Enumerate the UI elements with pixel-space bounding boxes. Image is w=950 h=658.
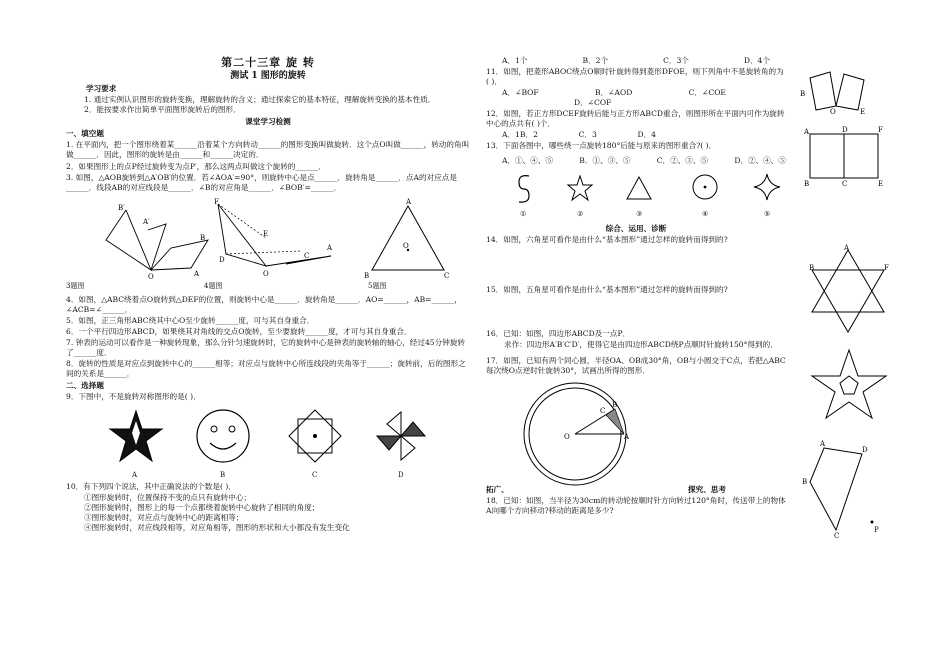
question-16: 16．已知：如图，四边形ABCD及一点P． — [486, 329, 631, 339]
q12-options — [486, 130, 786, 140]
question-4: 4．如图，△ABC绕着点O旋转到△DEF的位置，则旋转中心是______．旋转角是______．AO=______，AB=______，∠ACB=∠______． — [66, 294, 462, 314]
caption-fig4: 4题图 — [204, 281, 223, 290]
q9-label-a: A — [132, 470, 138, 479]
svg-text:A: A — [804, 128, 810, 136]
q10-option-c: C．3个 — [663, 56, 689, 65]
svg-text:O: O — [830, 108, 836, 116]
question-9: 9．下图中，不是旋转对称图形的是( )． — [66, 391, 201, 401]
question-11: 11．如图，把菱形ABOC绕点O顺时针旋转得到菱形DFOE，则下列角中不是旋转角的为( )． — [486, 67, 784, 87]
figure-3-triangles — [96, 200, 206, 281]
svg-text:A: A — [406, 197, 412, 206]
q11-option-b: B．∠AOD — [594, 88, 633, 98]
svg-text:D: D — [842, 126, 848, 134]
q11-option-a: A．∠BOF — [502, 88, 539, 98]
q9-smiley-figure — [194, 407, 252, 465]
q10-item-1: ①图形旋转时，位置保持不变的点只有旋转中心； — [84, 492, 252, 502]
section-application-header: 综合、运用、诊断 — [605, 224, 667, 234]
q10-options — [486, 56, 786, 66]
q9-pinwheel-figure — [372, 407, 430, 465]
right-column — [486, 56, 786, 517]
q11-rhombus-figure — [800, 66, 870, 114]
svg-text:A′: A′ — [143, 217, 150, 226]
requirement-2: 2．能按要求作出简单平面图形旋转后的图形． — [84, 105, 241, 115]
q13-option-c: C．②、③、⑤ — [656, 156, 709, 166]
figure-q17-area — [486, 377, 786, 485]
question-17: 17．如图，已知有两个同心圆，半径OA、OB成30°角，OB与小圆交于C点，若把△ABC每次绕O点逆时针旋转30°，试画出所得的图形． — [486, 356, 786, 376]
q15-pentagram-figure — [808, 346, 890, 424]
svg-text:B: B — [809, 264, 815, 272]
svg-text:A: A — [327, 243, 333, 252]
q13-option-d: D．②、④、⑤ — [734, 156, 786, 166]
q10-option-a: A．1个 — [502, 56, 528, 65]
q12-option-c: C．3 — [578, 130, 597, 140]
requirement-1: 1. 通过实例认识图形的旋转变换，理解旋转的含义；通过探索它的基本特征，理解旋转变换的基本性质． — [84, 95, 436, 105]
question-13: 13．下面各图中，哪些绕一点旋转180°后能与原来的图形重合?( )． — [486, 141, 717, 151]
q10-option-b: B．2个 — [582, 56, 609, 65]
q13-s-shape — [514, 172, 534, 206]
spacer-q14 — [486, 246, 786, 284]
section-fill-header: 一、填空题 — [66, 129, 104, 139]
q13-label-1: ① — [520, 210, 527, 219]
section-extension-left: 拓广、 — [486, 485, 509, 495]
q10-option-d: D．4个 — [743, 56, 770, 65]
question-12: 12．如图，若正方形DCEF旋转后能与正方形ABCD重合，则图形所在平面内可作为旋转中心的点共有( )个． — [486, 109, 785, 129]
q12-option-ab: A．1B．2 — [502, 130, 538, 140]
svg-text:B: B — [200, 233, 206, 242]
svg-text:C: C — [600, 407, 606, 416]
question-8: 8．旋转的性质是对应点到旋转中心的______相等；对应点与旋转中心所连线段的夹角等于______；旋转前，后的图形之间的关系是______． — [66, 358, 466, 378]
q13-label-5: ⑤ — [764, 210, 771, 219]
svg-text:F: F — [878, 126, 883, 134]
figures-3-5 — [66, 194, 470, 294]
section-extension-right: 探究、思考 — [688, 485, 726, 495]
q13-label-3: ③ — [636, 210, 643, 219]
q13-star-shape — [566, 174, 594, 202]
q10-item-3: ③图形旋转时，对应点与旋转中心的距离相等； — [84, 512, 244, 522]
q9-label-b: B — [220, 470, 226, 479]
svg-text:C: C — [842, 180, 848, 188]
test-subtitle: 测试 1 图形的旋转 — [230, 70, 306, 81]
svg-text:B: B — [802, 478, 808, 486]
q17-concentric-circles — [520, 379, 630, 485]
q11-option-c: C．∠COE — [688, 88, 726, 98]
section-choice-header: 二、选择题 — [66, 380, 104, 390]
spacer-q15 — [486, 296, 786, 328]
svg-text:F: F — [884, 264, 889, 272]
question-10: 10．有下列四个说法，其中正确说法的个数是( )． — [66, 481, 236, 491]
q12-option-d: D．4 — [637, 130, 656, 140]
q13-circle-shape — [690, 172, 720, 202]
q13-triangle-shape — [624, 174, 654, 202]
q13-label-4: ④ — [702, 210, 709, 219]
requirements-header: 学习要求 — [86, 84, 117, 94]
question-7: 7. 钟表的运动可以看作是一种旋转现象，那么分针匀速旋转时，它的旋转中心是钟表的旋转轴的轴心，经过45分钟旋转了______度． — [66, 337, 466, 357]
figure-4-triangles — [206, 196, 336, 276]
svg-text:B′: B′ — [118, 203, 125, 212]
q13-option-b: B．①、③、⑤ — [579, 156, 631, 166]
question-2: 2．如果图形上的点P经过旋转变为点P′，那么这两点叫做这个旋转的______． — [66, 161, 326, 171]
q14-hexagram-figure — [806, 246, 890, 336]
question-6: 6．一个平行四边形ABCD，如果绕其对角线的交点O旋转，至少要旋转______度，才可与其自身重合． — [66, 326, 412, 336]
q16-quadrilateral-figure — [802, 440, 892, 540]
svg-text:A: A — [194, 269, 200, 278]
svg-text:C: C — [444, 271, 450, 280]
svg-text:B: B — [364, 271, 370, 280]
svg-text:B: B — [804, 180, 810, 188]
figure-5-triangle — [364, 197, 456, 280]
question-1: 1. 在平面内，把一个图形绕着某______沿着某个方向转动______的图形变换叫做旋转．这个点O叫做______，转动的角叫做______．因此，图形的旋转是由______和______决定的． — [66, 140, 470, 160]
q9-star-figure — [106, 407, 166, 467]
question-16-task: 求作：四边形A′B′C′D′，使得它是由四边形ABCD绕P点顺时针旋转150°得到的． — [504, 340, 778, 350]
q12-squares-figure — [804, 126, 884, 186]
question-18: 18．已知：如图，当半径为30cm的转动轮按顺时针方向转过120°角时，传送带上的物体A向哪个方向移动?移动的距离是多少? — [486, 496, 786, 516]
caption-fig5: 5题图 — [368, 281, 387, 290]
section-extension-header — [486, 485, 786, 495]
q13-curved-star-shape — [752, 172, 782, 202]
q9-label-c: C — [312, 470, 318, 479]
q10-item-2: ②图形旋转时，图形上的每一个点都绕着旋转中心旋转了相同的角度； — [84, 502, 320, 512]
svg-text:O: O — [263, 269, 269, 278]
svg-text:F: F — [214, 197, 219, 206]
svg-text:A: A — [844, 244, 850, 252]
chapter-title: 第二十三章 旋 转 — [221, 56, 315, 69]
svg-text:C: C — [304, 251, 310, 260]
caption-fig3: 3题图 — [66, 281, 85, 290]
q13-option-a: A．①、④、⑤ — [502, 156, 554, 166]
q9-squares-figure — [286, 407, 344, 465]
svg-text:E: E — [878, 180, 884, 188]
q11-options-row1 — [486, 88, 786, 98]
svg-text:E: E — [860, 108, 866, 116]
left-column — [66, 56, 470, 533]
svg-text:B: B — [800, 90, 806, 98]
svg-text:A: A — [820, 440, 826, 448]
question-14: 14．如图，六角星可看作是由什么“基本图形”通过怎样的旋转而得到的? — [486, 235, 728, 245]
figures-q9 — [66, 403, 470, 481]
figures-q13 — [486, 166, 786, 222]
q13-options — [486, 152, 786, 166]
svg-text:D: D — [219, 255, 225, 264]
question-15: 15．如图，五角星可看作是由什么“基本图形”通过怎样的旋转而得到的? — [486, 285, 728, 295]
svg-text:O: O — [403, 241, 409, 250]
question-5: 5．如图，正三角形ABC绕其中心O至少旋转______度，可与其自身重合． — [66, 315, 315, 325]
question-3: 3. 如图，△AOB旋转到△A′OB′的位置．若∠AOA′=90°，则旋转中心是点______．旋转角是______．点A的对应点是______．线段AB的对应线段是______．∠B的对应角是______．∠BOB′=______． — [66, 172, 457, 192]
q11-option-d: D．∠COF — [574, 98, 612, 108]
q13-label-2: ② — [577, 210, 584, 219]
svg-text:D: D — [862, 446, 868, 454]
q9-label-d: D — [398, 470, 404, 479]
svg-text:B: B — [612, 401, 618, 410]
svg-text:C: C — [834, 532, 840, 540]
class-practice-header: 课堂学习检测 — [245, 117, 291, 127]
svg-text:O: O — [564, 433, 570, 442]
svg-text:A: A — [624, 433, 630, 442]
svg-text:O: O — [148, 272, 154, 281]
q10-item-4: ④图形旋转时，对应线段相等，对应角相等，图形的形状和大小都没有发生变化 — [84, 522, 350, 532]
svg-text:P: P — [874, 526, 879, 534]
svg-text:E: E — [263, 229, 269, 238]
